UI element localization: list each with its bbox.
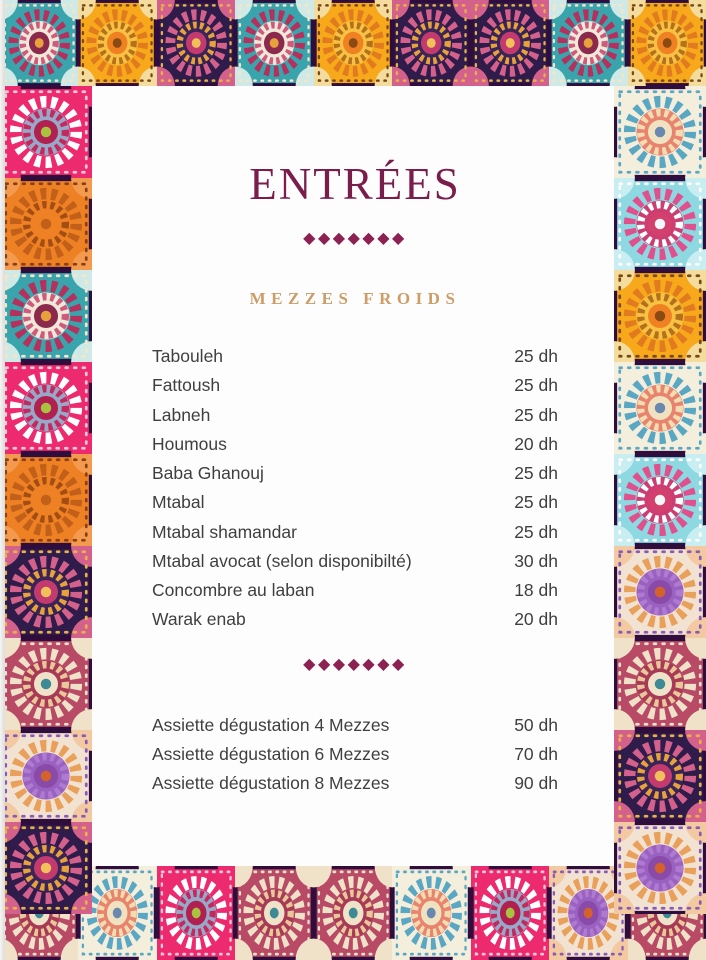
menu-item-name: Baba Ghanouj bbox=[152, 463, 264, 484]
mandala-tile-icon bbox=[314, 866, 392, 960]
menu-item-row bbox=[152, 576, 558, 605]
menu-item-name: Tabouleh bbox=[152, 346, 224, 367]
menu-list bbox=[152, 342, 558, 635]
mandala-tile-icon bbox=[549, 0, 627, 86]
menu-item-name: Fattoush bbox=[152, 375, 221, 396]
tile-border-right bbox=[614, 86, 706, 866]
menu-item-name: Houmous bbox=[152, 433, 227, 454]
menu-item-name: Warak enab bbox=[152, 609, 246, 630]
menu-item-row bbox=[152, 518, 558, 547]
menu-item-row bbox=[152, 605, 558, 634]
menu-item-price: 25 dh bbox=[514, 463, 558, 484]
menu-item-price: 25 dh bbox=[514, 492, 558, 513]
mandala-tile-icon bbox=[0, 178, 92, 270]
mandala-tile-icon bbox=[0, 270, 92, 362]
tile-border-top bbox=[0, 0, 706, 86]
menu-item-row bbox=[152, 740, 558, 769]
mandala-tile-icon bbox=[0, 638, 92, 730]
menu-item-price: 18 dh bbox=[514, 580, 558, 601]
menu-item-price: 50 dh bbox=[514, 714, 558, 735]
mandala-tile-icon bbox=[614, 86, 706, 178]
menu-item-row bbox=[152, 459, 558, 488]
menu-item-name: Concombre au laban bbox=[152, 580, 315, 601]
menu-item-price: 25 dh bbox=[514, 521, 558, 542]
menu-item-name: Mtabal shamandar bbox=[152, 521, 297, 542]
mandala-tile-icon bbox=[235, 0, 313, 86]
menu-item-name: Labneh bbox=[152, 404, 211, 425]
mandala-tile-icon bbox=[0, 362, 92, 454]
menu-item-price: 30 dh bbox=[514, 550, 558, 571]
mandala-tile-icon bbox=[0, 546, 92, 638]
menu-item-row bbox=[152, 371, 558, 400]
menu-item-price: 70 dh bbox=[514, 743, 558, 764]
tile-border-bottom bbox=[0, 866, 706, 960]
menu-item-row bbox=[152, 488, 558, 517]
menu-item-row bbox=[152, 342, 558, 371]
menu-item-price: 90 dh bbox=[514, 773, 558, 794]
mandala-tile-icon bbox=[235, 866, 313, 960]
menu-item-price: 25 dh bbox=[514, 375, 558, 396]
tasting-menu-list bbox=[152, 711, 558, 799]
mandala-tile-icon bbox=[0, 822, 92, 914]
page-title: ENTRÉES bbox=[249, 159, 461, 209]
menu-item-price: 25 dh bbox=[514, 404, 558, 425]
mandala-tile-icon bbox=[392, 866, 470, 960]
menu-item-name: Assiette dégustation 6 Mezzes bbox=[152, 743, 390, 764]
menu-item-price: 25 dh bbox=[514, 346, 558, 367]
mandala-tile-icon bbox=[471, 0, 549, 86]
mandala-tile-icon bbox=[614, 362, 706, 454]
mandala-tile-icon bbox=[392, 0, 470, 86]
menu-item-row bbox=[152, 430, 558, 459]
mandala-tile-icon bbox=[0, 86, 92, 178]
mandala-tile-icon bbox=[157, 0, 235, 86]
menu-item-row bbox=[152, 547, 558, 576]
menu-item-name: Mtabal bbox=[152, 492, 205, 513]
menu-item-row bbox=[152, 711, 558, 740]
menu-card bbox=[92, 86, 614, 866]
menu-item-name: Assiette dégustation 4 Mezzes bbox=[152, 714, 390, 735]
mandala-tile-icon bbox=[614, 822, 706, 914]
mandala-tile-icon bbox=[157, 866, 235, 960]
mandala-tile-icon bbox=[78, 0, 156, 86]
mandala-tile-icon bbox=[314, 0, 392, 86]
menu-item-row bbox=[152, 401, 558, 430]
section-heading: MEZZES FROIDS bbox=[249, 289, 461, 308]
menu-item-price: 20 dh bbox=[514, 433, 558, 454]
mandala-tile-icon bbox=[614, 454, 706, 546]
mandala-tile-icon bbox=[628, 0, 706, 86]
mandala-tile-icon bbox=[614, 546, 706, 638]
tile-border-left bbox=[0, 86, 92, 866]
menu-item-name: Assiette dégustation 8 Mezzes bbox=[152, 773, 390, 794]
menu-item-price: 20 dh bbox=[514, 609, 558, 630]
mandala-tile-icon bbox=[614, 730, 706, 822]
mandala-tile-icon bbox=[614, 638, 706, 730]
menu-item-name: Mtabal avocat (selon disponibilté) bbox=[152, 550, 412, 571]
mandala-tile-icon bbox=[0, 730, 92, 822]
mandala-tile-icon bbox=[614, 270, 706, 362]
mandala-tile-icon bbox=[0, 454, 92, 546]
page-edge-sliver bbox=[0, 0, 5, 960]
mandala-tile-icon bbox=[614, 178, 706, 270]
diamond-separator-icon: ◆◆◆◆◆◆◆ bbox=[303, 230, 407, 247]
mandala-tile-icon bbox=[471, 866, 549, 960]
mandala-tile-icon bbox=[0, 0, 78, 86]
diamond-separator-icon: ◆◆◆◆◆◆◆ bbox=[303, 655, 407, 673]
menu-item-row bbox=[152, 769, 558, 798]
